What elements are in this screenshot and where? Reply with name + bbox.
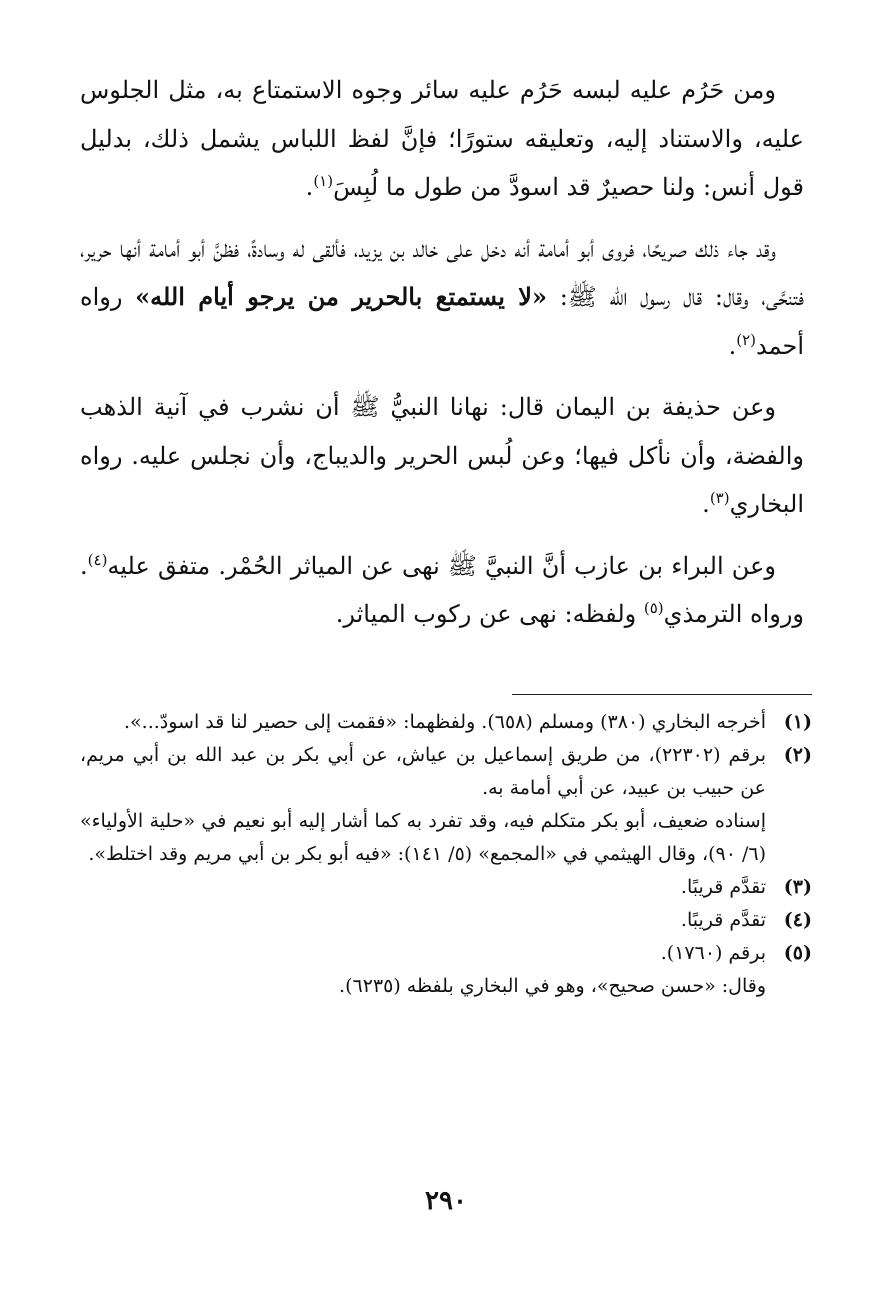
footnote-number: (٢) [783, 744, 812, 766]
footnote-text: تقدَّم قريبًا. [680, 876, 766, 898]
paragraph-1: ومن حَرُم عليه لبسه حَرُم عليه سائر وجوه الاستمتاع به، مثل الجلوس عليه، والاستناد إليه، وتعليقه ستورًا؛ فإنَّ لفظ اللباس يشمل ذلك، بدليل قول أنس: ولنا حصيرٌ قد اسودَّ من طول ما لُبِسَ$^{(١)}$. [80, 76, 804, 201]
footnote-ref-4: (٤) [87, 550, 108, 569]
footnote-number: (٤) [783, 909, 812, 931]
hadith-quote: «لا يستمتع بالحرير من يرجو أيام الله» [135, 282, 547, 311]
footnote-ref-5: (٥) [643, 599, 664, 617]
footnote-ref-2: (٢) [736, 330, 757, 349]
footnotes [80, 706, 812, 1003]
paragraph-4: وعن البراء بن عازب أنَّ النبيَّ ﷺ نهى عن المياثر الحُمْر. متفق عليه$^{(٤)}$. ورواه الترمذي$^{(٥)}$ ولفظه: نهى عن ركوب المياثر. [80, 550, 804, 628]
paragraph-2: وقد جاء ذلك صريحًا، فروى أبو أمامة أنه دخل على خالد بن يزيد، فألقى له وسادةً، فظنَّ أبو أمامة أنها حرير، فتنحَّى، وقال: قال رسول الله ﷺ: «لا يستمتع بالحرير من يرجو أيام الله» رواه أحمد$^{(٢)}$. [80, 234, 804, 360]
footnote-ref-3: (٣) [709, 489, 730, 507]
footnote-number: (١) [783, 711, 812, 733]
footnote-text: برقم (٢٢٣٠٢)، من طريق إسماعيل بن عياش، عن أبي بكر بن عبد الله بن أبي مريم، عن حبيب بن عبيد، عن أبي أمامة به. [80, 744, 766, 799]
footnote-text: وقال: «حسن صحيح»، وهو في البخاري بلفظه (٦٢٣٥). [339, 975, 766, 997]
footnote-text: إسناده ضعيف، أبو بكر متكلم فيه، وقد تفرد به كما أشار إليه أبو نعيم في «حلية الأولياء» (٦/ ٩٠)، وقال الهيثمي في «المجمع» (٥/ ١٤١): «فيه أبو بكر بن أبي مريم وقد اختلط». [80, 810, 766, 865]
footnote-number: (٣) [783, 876, 812, 898]
footnote-number: (٥) [783, 942, 812, 964]
page-number: ٢٩٠ [425, 1186, 467, 1216]
footnote-2 [80, 739, 812, 871]
footnote-5 [80, 937, 812, 1003]
footnote-separator [512, 694, 812, 695]
footnote-ref-1: (١) [313, 172, 334, 190]
footnote-3 [80, 871, 812, 904]
footnote-text: برقم (١٧٦٠). [660, 942, 766, 964]
footnote-4 [80, 904, 812, 937]
footnote-text: تقدَّم قريبًا. [680, 909, 766, 931]
footnote-1 [80, 706, 812, 739]
paragraph-3: وعن حذيفة بن اليمان قال: نهانا النبيُّ ﷺ أن نشرب في آنية الذهب والفضة، وأن نأكل فيها؛ وعن لُبس الحرير والديباج، وأن نجلس عليه. رواه البخاري$^{(٣)}$. [80, 393, 804, 518]
footnote-text: أخرجه البخاري (٣٨٠) ومسلم (٦٥٨). ولفظهما: «فقمت إلى حصير لنا قد اسودّ...». [123, 711, 766, 733]
main-text [80, 66, 804, 652]
